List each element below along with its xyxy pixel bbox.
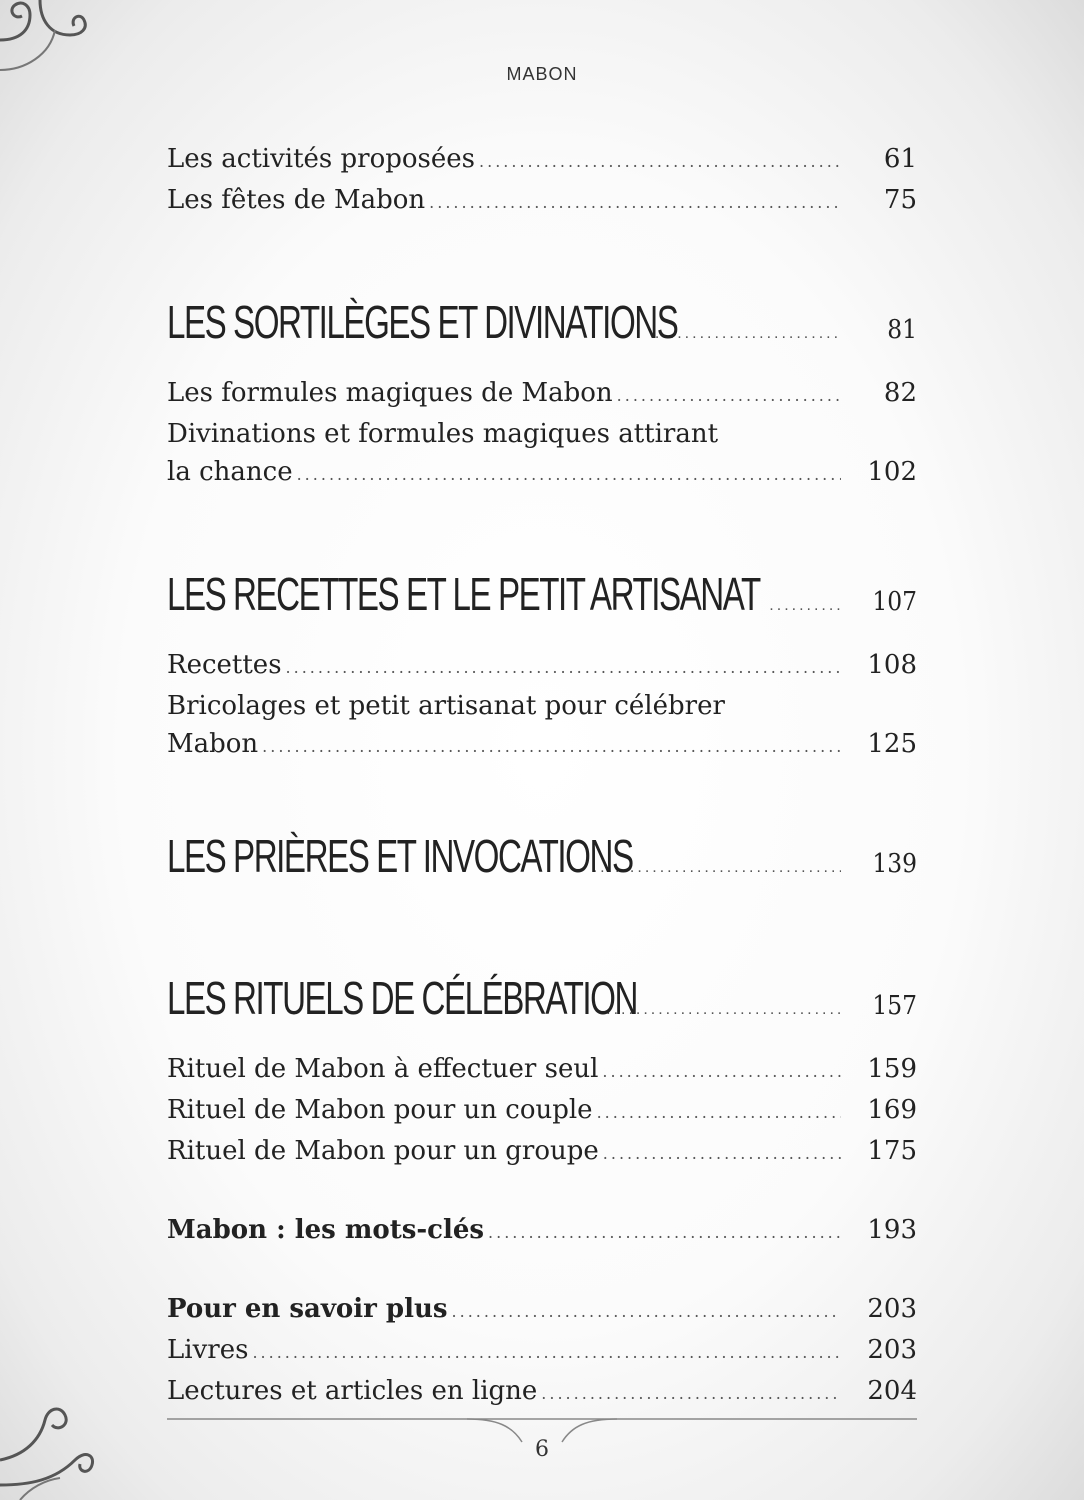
toc-section (167, 294, 917, 362)
toc-entry-label: Livres (167, 1335, 249, 1365)
toc-entry-label: Lectures et articles en ligne (167, 1376, 538, 1406)
toc-entry-label: Les fêtes de Mabon (167, 185, 426, 215)
toc-entry-label: Mabon (167, 729, 259, 759)
toc-entry-page: 82 (883, 378, 917, 408)
toc-entry-page: 203 (867, 1294, 917, 1324)
toc-entry-label-line: Divinations et formules magiques attirant (167, 419, 719, 449)
toc-entry-label: Pour en savoir plus (167, 1294, 448, 1324)
toc-entry (167, 374, 917, 415)
dot-leader (429, 184, 841, 222)
toc-section-page: 157 (872, 991, 917, 1021)
toc-entry-page: 169 (867, 1095, 917, 1125)
toc-entry-page: 75 (883, 185, 917, 215)
toc-entry-label: Mabon : les mots-clés (167, 1215, 485, 1245)
dot-leader (617, 377, 841, 415)
toc-entry-label: Les formules magiques de Mabon (167, 378, 613, 408)
table-of-contents (167, 140, 917, 1413)
dot-leader (769, 578, 841, 634)
toc-entry-page: 204 (867, 1376, 917, 1406)
running-head: MABON (506, 64, 578, 84)
toc-entry-label: la chance (167, 457, 293, 487)
dot-leader (452, 1293, 841, 1331)
toc-entry-page: 125 (867, 729, 917, 759)
toc-entry-label: Recettes (167, 650, 282, 680)
toc-section-title: LES PRIÈRES ET INVOCATIONS (167, 830, 633, 882)
dot-leader (488, 1214, 841, 1252)
toc-entry (167, 646, 917, 687)
toc-entry (167, 1091, 917, 1132)
toc-entry-page: 61 (883, 144, 917, 174)
toc-entry-page: 102 (867, 457, 917, 487)
toc-entry (167, 453, 917, 494)
toc-entry (167, 1132, 917, 1173)
toc-entry-label: Rituel de Mabon pour un couple (167, 1095, 593, 1125)
toc-section-page: 107 (872, 587, 917, 617)
toc-entry-label: Rituel de Mabon à effectuer seul (167, 1054, 599, 1084)
dot-leader (262, 728, 841, 766)
toc-entry (167, 181, 917, 222)
dot-leader (252, 1334, 841, 1372)
toc-section-page: 81 (887, 315, 917, 345)
toc-entry (167, 725, 917, 766)
dot-leader (297, 456, 841, 494)
dot-leader (602, 1053, 841, 1091)
toc-entry (167, 1372, 917, 1413)
toc-section (167, 970, 917, 1038)
toc-entry-page: 203 (867, 1335, 917, 1365)
toc-section (167, 566, 917, 634)
toc-section (167, 828, 917, 896)
dot-leader (655, 306, 841, 362)
toc-entry (167, 1290, 917, 1331)
dot-leader (603, 1135, 841, 1173)
toc-entry-page: 175 (867, 1136, 917, 1166)
toc-section-title: LES RITUELS DE CÉLÉBRATION (167, 972, 637, 1024)
toc-section-title: LES RECETTES ET LE PETIT ARTISANAT (167, 568, 760, 620)
toc-section-page: 139 (872, 849, 917, 879)
toc-section-title: LES SORTILÈGES ET DIVINATIONS (167, 296, 678, 348)
toc-entry-page: 193 (867, 1215, 917, 1245)
toc-entry-page: 108 (867, 650, 917, 680)
dot-leader (541, 1375, 841, 1413)
toc-entry (167, 140, 917, 181)
toc-entry-page: 159 (867, 1054, 917, 1084)
toc-entry (167, 1050, 917, 1091)
toc-entry-label-line: Bricolages et petit artisanat pour célébrer (167, 691, 725, 721)
toc-entry-label: Rituel de Mabon pour un groupe (167, 1136, 599, 1166)
dot-leader (479, 143, 841, 181)
toc-entry-label: Les activités proposées (167, 144, 476, 174)
toc-entry (167, 1331, 917, 1372)
page-number: 6 (535, 1437, 549, 1462)
dot-leader (597, 1094, 841, 1132)
toc-entry (167, 1211, 917, 1252)
dot-leader (286, 649, 841, 687)
